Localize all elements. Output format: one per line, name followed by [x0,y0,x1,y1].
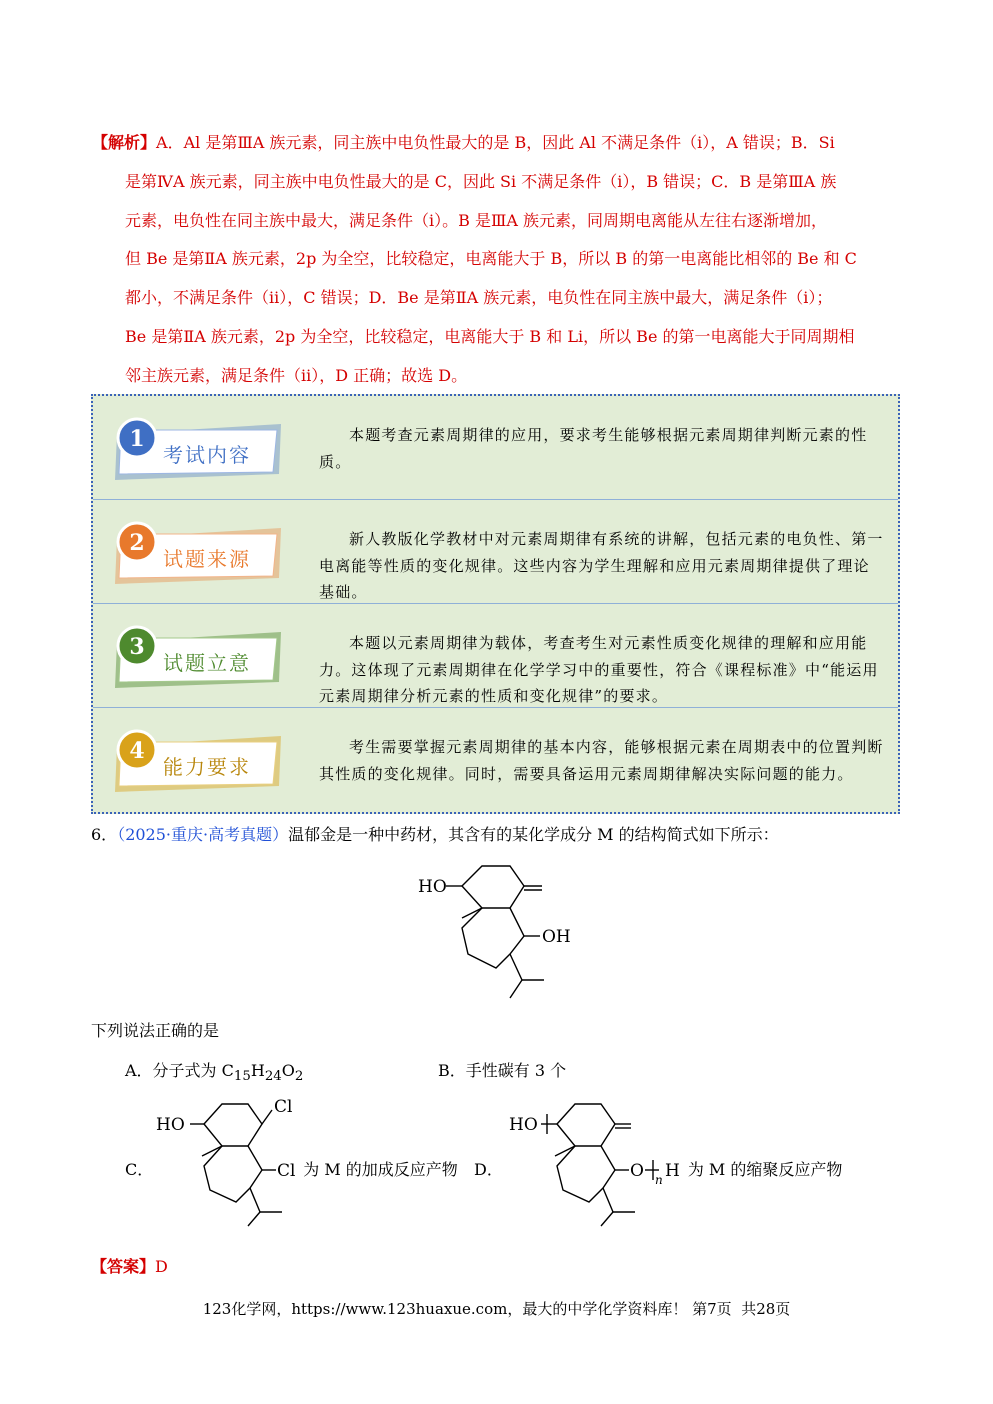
svg-text:Cl: Cl [274,1097,293,1117]
question-text: 温郁金是一种中药材，其含有的某化学成分 M 的结构简式如下所示： [288,825,779,844]
info-text-ability-requirement: 考生需要掌握元素周期律的基本内容，能够根据元素在周期表中的位置判断其性质的变化规律。同时，需要具备运用元素周期律解决实际问题的能力。 [319,738,884,783]
svg-text:2: 2 [129,530,145,556]
svg-text:HO: HO [156,1115,185,1135]
footer-site-text: 123化学网，https://www.123huaxue.com，最大的中学化学资料库！ [202,1300,688,1318]
svg-text:能力要求: 能力要求 [163,755,251,779]
question-source: （2025·重庆·高考真题） [117,825,289,844]
analysis-line-1: A．Al 是第ⅢA 族元素，同主族中电负性最大的是 B，因此 Al 不满足条件（i），A 错误；B．Si [156,133,835,152]
answer-value: D [155,1257,168,1276]
option-a[interactable]: A．分子式为 $C_{15}H_{24}O_2$ [125,1061,304,1085]
footer-page-number: 第7页 共28页 [692,1300,791,1318]
analysis-line-6: Be 是第ⅡA 族元素，2p 为全空，比较稳定，电离能大于 B 和 Li，所以 Be 的第一电离能大于同周期相 [125,326,855,346]
svg-text:考试内容: 考试内容 [163,443,251,467]
svg-text:H: H [665,1161,680,1181]
question-number: 6． [91,825,118,844]
structure-c [150,1090,310,1230]
badge-exam-content [111,416,287,486]
svg-text:4: 4 [129,738,145,764]
analysis-line-3: 元素，电负性在同主族中最大，满足条件（i）。B 是ⅢA 族元素，同周期电离能从左往右逐渐增加， [125,210,828,230]
info-text-question-intent: 本题以元素周期律为载体，考查考生对元素性质变化规律的理解和应用能力。这体现了元素周期律在化学学习中的重要性，符合《课程标准》中“能运用元素周期律分析元素的性质和变化规律”的要求。 [319,634,879,705]
question-lead: 下列说法正确的是 [91,1021,220,1040]
info-row-ability-requirement [93,708,898,812]
svg-text:试题来源: 试题来源 [163,547,251,571]
info-row-question-intent [93,604,898,708]
svg-text:Cl: Cl [277,1161,296,1181]
structure-d [503,1090,703,1230]
structure-m [412,858,592,1008]
info-row-question-source [93,500,898,604]
page-footer [0,1298,993,1319]
info-row-exam-content [93,396,898,500]
analysis-tag: 【解析】 [92,133,157,152]
analysis-line-7: 邻主族元素，满足条件（ii），D 正确；故选 D。 [125,365,468,385]
svg-text:n: n [655,1173,663,1187]
structure-m-ho-label: HO [418,877,447,897]
svg-text:HO: HO [509,1115,538,1135]
badge-question-intent [111,624,287,694]
analysis-paragraph [92,124,900,396]
formula-c15h24o2: $C_{15}H_{24}O_2$ [221,1061,304,1085]
badge-ability-requirement [111,728,287,798]
analysis-line-2: 是第ⅣA 族元素，同主族中电负性最大的是 C，因此 Si 不满足条件（i），B 错误；C．B 是第ⅢA 族 [125,171,837,191]
structure-m-oh-label: OH [542,927,571,947]
option-c[interactable]: C． 为 M 的加成反应产物 [125,1160,458,1179]
info-text-exam-content: 本题考查元素周期律的应用，要求考生能够根据元素周期律判断元素的性质。 [319,426,868,471]
analysis-line-5: 都小，不满足条件（ii），C 错误；D．Be 是第ⅡA 族元素，电负性在同主族中最大，满足条件（i）； [125,288,833,308]
svg-text:试题立意: 试题立意 [163,651,251,675]
option-b[interactable]: B．手性碳有 3 个 [438,1061,567,1080]
option-d[interactable]: D． 为 M 的缩聚反应产物 [474,1160,843,1179]
analysis-line-4: 但 Be 是第ⅡA 族元素，2p 为全空，比较稳定，电离能大于 B，所以 B 的第一电离能比相邻的 Be 和 C [125,249,857,269]
answer [91,1254,168,1277]
svg-text:1: 1 [129,426,145,452]
badge-question-source [111,520,287,590]
analysis-info-box [91,394,900,814]
svg-text:3: 3 [129,634,145,660]
svg-text:O: O [630,1161,644,1181]
answer-tag: 【答案】 [91,1257,156,1276]
question-stem [91,822,779,848]
info-text-question-source: 新人教版化学教材中对元素周期律有系统的讲解，包括元素的电负性、第一电离能等性质的变化规律。这些内容为学生理解和应用元素周期律提供了理论基础。 [319,530,884,601]
